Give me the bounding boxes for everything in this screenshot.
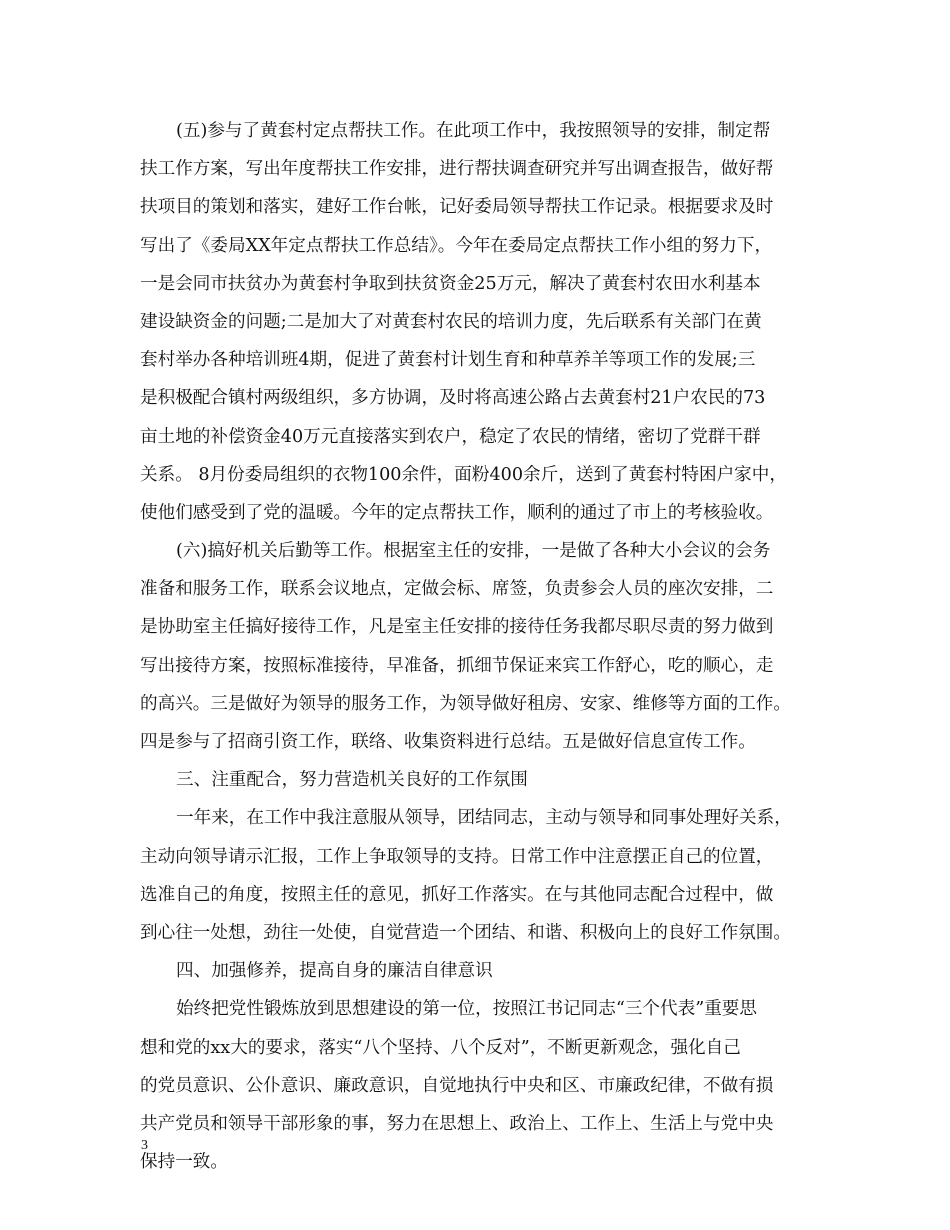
paragraph-line: 选准自己的角度，按照主任的意见，抓好工作落实。在与其他同志配合过程中，做 <box>140 884 774 905</box>
paragraph-line: 建设缺资金的问题;二是加大了对黄套村农民的培训力度，先后联系有关部门在黄 <box>140 311 762 332</box>
section-heading: 四、加强修养，提高自身的廉洁自律意识 <box>176 961 493 982</box>
paragraph-line: 主动向领导请示汇报，工作上争取领导的支持。日常工作中注意摆正自己的位置， <box>140 846 774 867</box>
paragraph-line: 四是参与了招商引资工作，联络、收集资料进行总结。五是做好信息宣传工作。 <box>140 732 756 752</box>
paragraph-line: 是积极配合镇村两级组织，多方协调，及时将高速公路占去黄套村21户农民的73 <box>140 388 766 409</box>
paragraph-line: 准备和服务工作，联系会议地点，定做会标、席签，负责参会人员的座次安排，二 <box>140 579 774 600</box>
paragraph-line: 扶工作方案，写出年度帮扶工作安排，进行帮扶调查研究并写出调查报告，做好帮 <box>140 159 774 180</box>
paragraph-line: 套村举办各种培训班4期，促进了黄套村计划生育和种草养羊等项工作的发展;三 <box>140 350 756 371</box>
paragraph-line: 是协助室主任搞好接待工作，凡是室主任安排的接待任务我都尽职尽责的努力做到 <box>140 617 774 638</box>
paragraph-line: 写出了《委局XX年定点帮扶工作总结》。今年在委局定点帮扶工作小组的努力下， <box>140 235 773 256</box>
paragraph-line: 使他们感受到了党的温暖。今年的定点帮扶工作，顺利的通过了市上的考核验收。 <box>140 502 774 523</box>
paragraph-line: 关系。 8月份委局组织的衣物100余件，面粉400余斤，送到了黄套村特困户家中， <box>140 464 787 485</box>
paragraph-line: 的高兴。三是做好为领导的服务工作，为领导做好租房、安家、维修等方面的工作。 <box>140 693 791 714</box>
paragraph-line: 想和党的xx大的要求，落实“八个坚持、八个反对”，不断更新观念，强化自己 <box>140 1037 741 1058</box>
paragraph-line: 共产党员和领导干部形象的事，努力在思想上、政治上、工作上、生活上与党中央 <box>140 1113 774 1134</box>
paragraph-line: 到心往一处想，劲往一处使，自觉营造一个团结、和谐、积极向上的良好工作氛围。 <box>140 922 791 943</box>
paragraph-line: 的党员意识、公仆意识、廉政意识，自觉地执行中央和区、市廉政纪律，不做有损 <box>140 1075 774 1096</box>
paragraph-line: 亩土地的补偿资金40万元直接落实到农户，稳定了农民的情绪，密切了党群干群 <box>140 426 761 447</box>
paragraph-line: (五)参与了黄套村定点帮扶工作。在此项工作中，我按照领导的安排，制定帮 <box>176 121 771 141</box>
paragraph-line: 始终把党性锻炼放到思想建设的第一位，按照江书记同志“三个代表”重要思 <box>176 999 757 1020</box>
document-body <box>140 112 830 1181</box>
paragraph-line: 写出接待方案，按照标准接待，早准备，抓细节保证来宾工作舒心，吃的顺心，走 <box>140 655 774 676</box>
paragraph-line: 一是会同市扶贫办为黄套村争取到扶贫资金25万元，解决了黄套村农田水利基本 <box>140 273 761 294</box>
paragraph-line: (六)搞好机关后勤等工作。根据室主任的安排，一是做了各种大小会议的会务 <box>176 541 771 562</box>
paragraph-line: 扶项目的策划和落实，建好工作台帐，记好委局领导帮扶工作记录。根据要求及时 <box>140 197 774 218</box>
paragraph-line: 保持一致。 <box>140 1152 228 1173</box>
paragraph-line: 一年来，在工作中我注意服从领导，团结同志，主动与领导和同事处理好关系， <box>176 808 792 829</box>
section-heading: 三、注重配合，努力营造机关良好的工作氛围 <box>176 770 528 791</box>
page-number: 3 <box>141 1138 148 1153</box>
